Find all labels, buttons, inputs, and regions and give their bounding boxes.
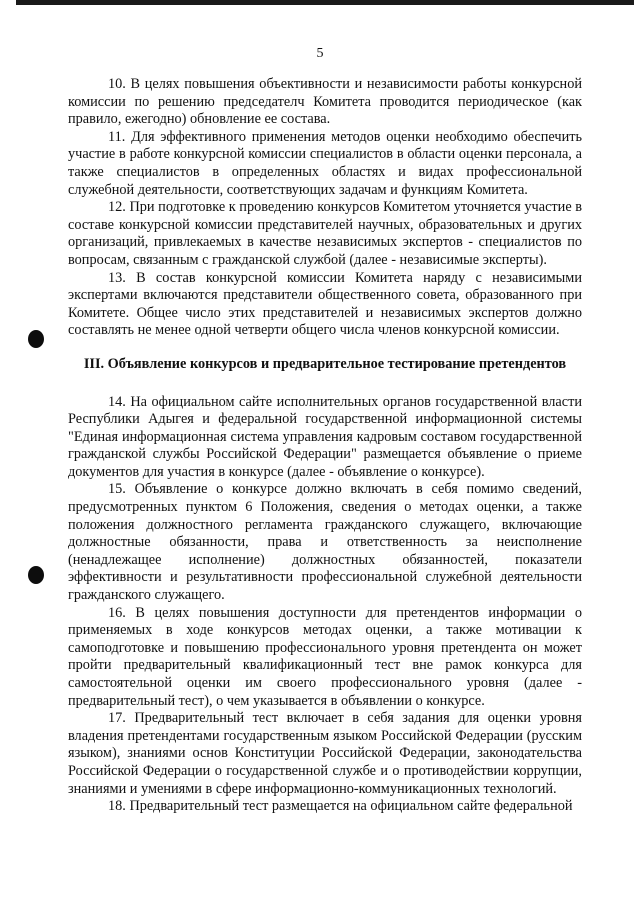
scan-top-edge <box>16 0 634 5</box>
paragraph-15: 15. Объявление о конкурсе должно включать в себя помимо сведений, предусмотренных пунктом 6 Положения, сведения о методах оценки, а также положения должностного регламента гражданского служащего, включающие должностные обязанности, права и ответственность за неисполнение (ненадлежащее исполнение) должностных обязанностей, показатели эффективности и результативности профессиональной служебной деятельности гражданского служащего. <box>68 481 582 604</box>
paragraph-12: 12. При подготовке к проведению конкурсов Комитетом уточняется участие в составе конкурсной комиссии представителей научных, образовательных и других организаций, привлекаемых в качестве независимых экспертов - специалистов по вопросам, связанным с гражданской службой (далее - независимые эксперты). <box>68 199 582 268</box>
paragraph-11: 11. Для эффективного применения методов оценки необходимо обеспечить участие в работе конкурсной комиссии специалистов в области оценки персонала, а также специалистов в определенных областях и видах профессиональной служебной деятельности, соответствующих задачам и функциям Комитета. <box>68 128 582 198</box>
paragraph-16: 16. В целях повышения доступности для претендентов информации о применяемых в ходе конкурсов методах оценки, а также мотивации к самоподготовке и повышению профессионального уровня претендента он может пройти предварительный квалификационный тест вне рамок конкурса для самостоятельной оценки им своего профессионального уровня (далее - предварительный тест), о чем указывается в объявлении о конкурсе. <box>68 604 582 709</box>
paragraph-10: 10. В целях повышения объективности и независимости работы конкурсной комиссии по решению председателч Комитета проводится периодическое (как правило, ежегодно) обновление ее состава. <box>68 76 582 128</box>
punch-hole-upper <box>28 330 44 348</box>
paragraph-17: 17. Предварительный тест включает в себя задания для оценки уровня владения претендентами государственным языком Российской Федерации (русским языком), знаниями основ Конституции Российской Федерации, законодательства Российской Федерации о государственной службе и о противодействии коррупции, знаниями и умениями в сфере информационно-коммуникационных технологий. <box>68 710 582 797</box>
section-heading: III. Объявление конкурсов и предварительное тестирование претендентов <box>83 355 567 372</box>
paragraph-13: 13. В состав конкурсной комиссии Комитета наряду с независимыми экспертами включаются представители общественного совета, образованного при Комитете. Общее число этих представителей и независимых экспертов должно составлять не менее одной четверти общего числа членов конкурсной комиссии. <box>68 269 582 339</box>
punch-hole-lower <box>28 566 44 584</box>
page-number: 5 <box>316 46 324 61</box>
document-body <box>68 76 582 816</box>
paragraph-18: 18. Предварительный тест размещается на официальном сайте федеральной <box>108 798 573 815</box>
paragraph-14: 14. На официальном сайте исполнительных органов государственной власти Республики Адыгея и федеральной государственной информационной системы "Единая информационная система управления кадровым составом государственной гражданской службы Российской Федерации" размещается объявление о приеме документов для участия в конкурсе (далее - объявление о конкурсе). <box>68 393 582 480</box>
